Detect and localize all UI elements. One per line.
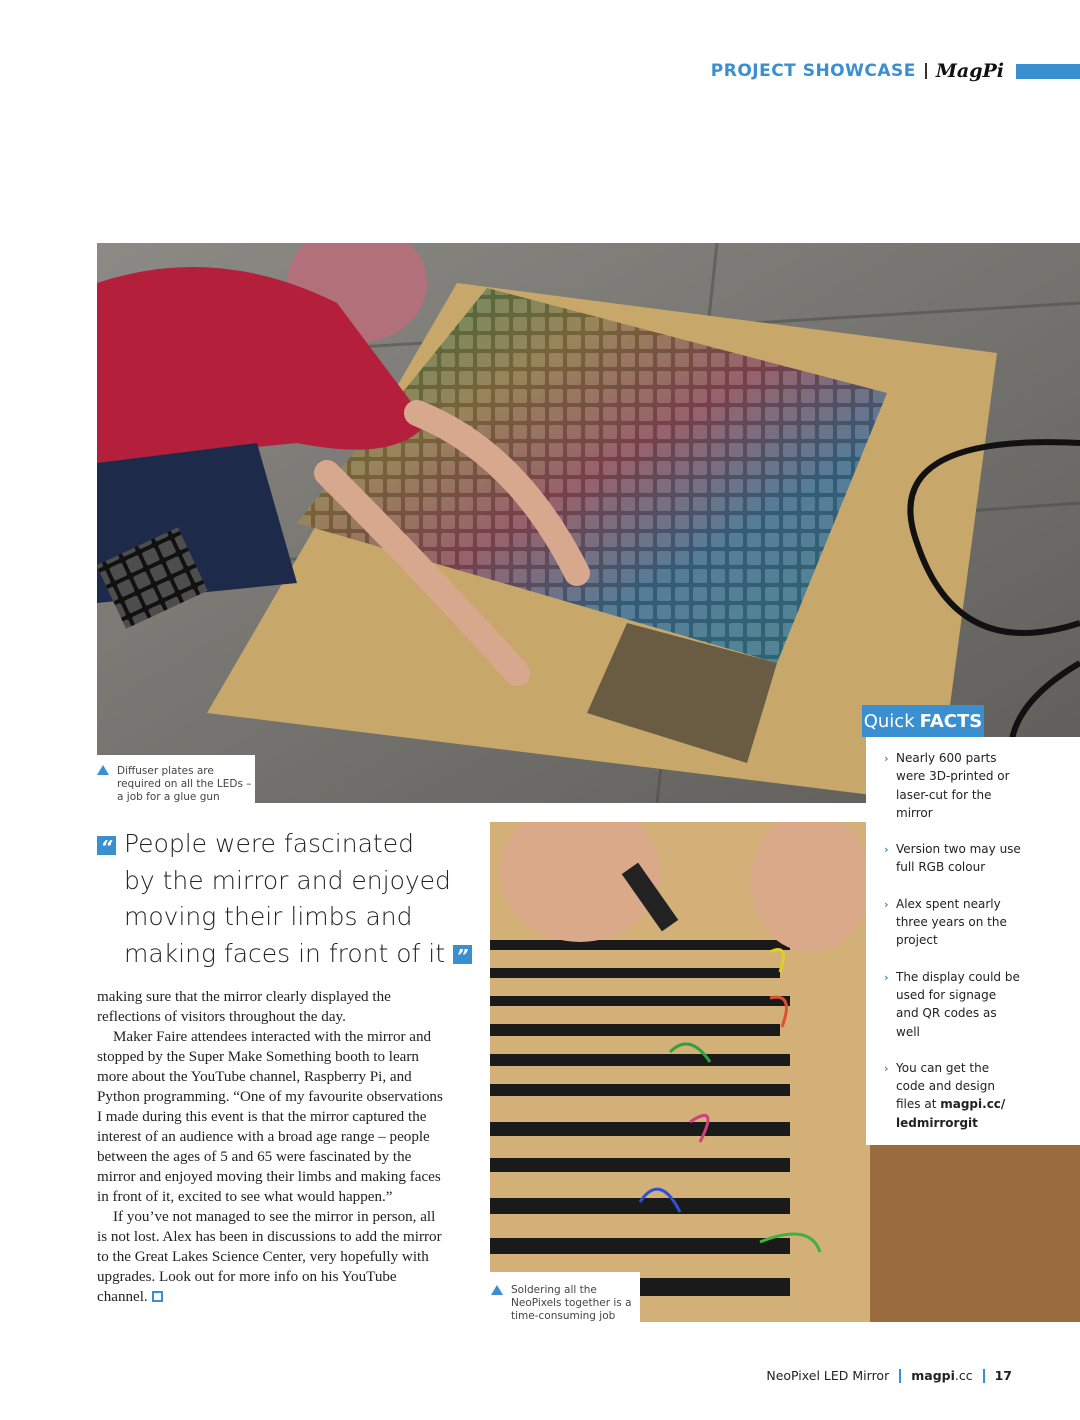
fact-text: Nearly 600 parts were 3D-printed or laser-cut for the mirror <box>896 751 1010 820</box>
fact-text: The display could be used for signage and QR codes as well <box>896 969 1020 1039</box>
footer-article-title: NeoPixel LED Mirror <box>766 1368 890 1383</box>
caption-text: Soldering all the NeoPixels together is a time-consuming job <box>511 1284 632 1322</box>
chevron-right-icon: › <box>884 897 889 911</box>
pull-quote-line: moving their limbs and <box>124 902 413 931</box>
end-mark-icon <box>152 1291 163 1302</box>
magpi-logo: MagPi <box>935 60 1004 82</box>
body-paragraph: making sure that the mirror clearly displayed the reflections of visitors throughout the day. <box>97 989 391 1025</box>
pull-quote <box>97 826 469 972</box>
body-paragraph: Maker Faire attendees interacted with the mirror and stopped by the Super Make Something booth to learn more about the YouTube channel, Raspberry Pi, and Python programming. “One of my favourite observations I made during this event is that the mirror captured the interest of an audience with a broad age range – people between the ages of 5 and 65 were fascinated by the mirror and enjoyed moving their limbs and making faces in front of it, excited to see what would happen.” <box>97 1029 443 1205</box>
fact-item <box>884 840 1021 877</box>
footer-divider <box>899 1369 901 1383</box>
caption-triangle-icon <box>97 765 109 775</box>
chevron-right-icon: › <box>884 843 889 857</box>
quick-facts-box <box>866 737 1080 1145</box>
photo-caption <box>97 755 255 803</box>
fact-item <box>884 968 1021 1041</box>
fact-item <box>884 749 1021 822</box>
quick-facts-title-light: Quick <box>863 710 915 732</box>
close-quote-icon: ” <box>453 945 472 964</box>
caption-triangle-icon <box>491 1285 503 1295</box>
pull-quote-line: making faces in front of it ” <box>97 936 457 973</box>
fact-item <box>884 1059 1021 1132</box>
fact-item <box>884 895 1021 950</box>
footer-divider <box>983 1369 985 1383</box>
fact-text: Alex spent nearly three years on the project <box>896 896 1007 948</box>
chevron-right-icon: › <box>884 752 889 765</box>
page-footer <box>766 1368 1012 1383</box>
fact-text: Version two may use full RGB colour <box>896 842 1021 875</box>
page-header <box>711 60 1080 82</box>
body-paragraph: If you’ve not managed to see the mirror in person, all is not lost. Alex has been in discussions to add the mirror to the Great Lakes Science Center, very hopefully with upgrades. Look out for more info on his YouTube channel. <box>97 1209 442 1305</box>
caption-text: Diffuser plates are required on all the LEDs – a job for a glue gun <box>117 765 252 803</box>
page-number: 17 <box>994 1368 1012 1383</box>
chevron-right-icon: › <box>884 970 889 984</box>
header-accent-bar <box>1016 64 1080 79</box>
footer-site[interactable]: magpi.cc <box>911 1368 973 1383</box>
photo-caption <box>490 1272 640 1322</box>
header-divider <box>925 63 927 79</box>
fact-text: You can get the code and design files at <box>896 1060 995 1112</box>
article-body <box>97 987 447 1307</box>
quick-facts-title <box>862 705 984 737</box>
section-title: PROJECT SHOWCASE <box>710 61 916 81</box>
fact-link[interactable]: magpi.cc/ ledmirrorgit <box>896 1097 1006 1130</box>
open-quote-icon: “ <box>97 836 116 855</box>
chevron-right-icon: › <box>884 1061 889 1075</box>
pull-quote-line: by the mirror and enjoyed <box>124 865 451 895</box>
quick-facts-title-bold: FACTS <box>919 710 983 732</box>
pull-quote-line: “ People were fascinated <box>97 826 457 863</box>
